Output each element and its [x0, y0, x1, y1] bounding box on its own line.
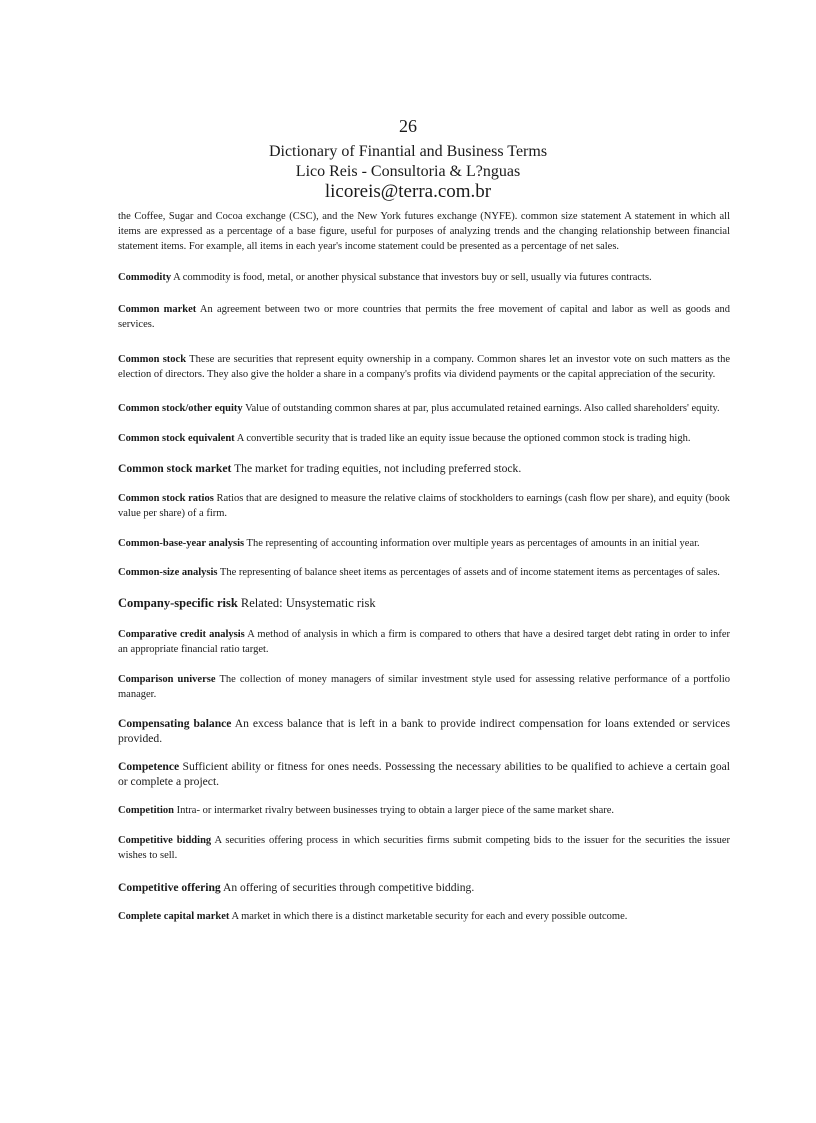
entry-term: Competence	[118, 760, 180, 774]
entry-company-specific-risk	[118, 596, 730, 611]
entry-term: Complete capital market	[118, 910, 230, 922]
document-title: Dictionary of Finantial and Business Terms	[268, 143, 548, 160]
entry-common-stock-other-equity	[118, 402, 730, 417]
entry-definition: A market in which there is a distinct marketable security for each and every possible outcome.	[231, 910, 628, 922]
entry-definition: An agreement between two or more countries that permits the free movement of capital and labor as well as goods and services.	[118, 304, 730, 330]
entry-definition: A method of analysis in which a firm is compared to others that have a desired target debt rating in order to infer an appropriate financial ratio target.	[118, 629, 731, 655]
entry-comparison-universe	[118, 673, 730, 703]
entry-definition: An offering of securities through competitive bidding.	[222, 880, 475, 894]
entry-term: Common stock ratios	[118, 492, 214, 504]
entry-definition: Related: Unsystematic risk	[240, 596, 376, 611]
entry-term: Competitive bidding	[118, 835, 212, 847]
entry-term: Common-base-year analysis	[118, 537, 245, 549]
entry-definition: The representing of balance sheet items as percentages of assets and of income statement items as percentages of sales.	[219, 567, 720, 579]
email-address: licoreis@terra.com.br	[324, 181, 492, 202]
author-line: Lico Reis - Consultoria & L?nguas	[295, 163, 521, 180]
entry-definition: A securities offering process in which securities firms submit competing bids to the issuer for the securities the issuer wishes to sell.	[118, 835, 731, 861]
entry-definition: Value of outstanding common shares at par, plus accumulated retained earnings. Also called shareholders' equity.	[245, 403, 720, 415]
entry-definition: A commodity is food, metal, or another physical substance that investors buy or sell, usually via futures contracts.	[173, 272, 652, 284]
entry-term: Compensating balance	[118, 717, 232, 731]
entry-definition: The representing of accounting information over multiple years as percentages of amounts in an initial year.	[246, 537, 700, 549]
entry-competitive-bidding	[118, 834, 730, 864]
entry-term: Competition	[118, 805, 174, 817]
entry-common-stock	[118, 353, 730, 383]
page-number: 26	[399, 116, 417, 136]
entry-definition: An excess balance that is left in a bank to provide indirect compensation for loans extended or services provided.	[118, 717, 730, 746]
entry-definition: These are securities that represent equity ownership in a company. Common shares let an investor vote on such matters as the election of directors. They also give the holder a share in a company's profits via dividend payments or the capital appreciation of the security.	[118, 353, 730, 380]
entry-complete-capital-market	[118, 910, 730, 925]
entry-common-stock-equivalent	[118, 432, 730, 447]
entry-definition: Sufficient ability or fitness for ones needs. Possessing the necessary abilities to be qualified to achieve a certain goal or complete a project.	[118, 760, 730, 789]
entry-commodity	[118, 271, 730, 286]
entry-term: Common stock equivalent	[118, 433, 235, 445]
entry-common-base-year-analysis	[118, 537, 730, 552]
entry-common-stock-market	[118, 461, 730, 476]
intro-paragraph: the Coffee, Sugar and Cocoa exchange (CSC), and the New York futures exchange (NYFE). common size statement A statement in which all items are expressed as a percentage of a base figure, useful for purposes of analyzing trends and the changing relationship between financial statement items. For example, all items in each year's income statement could be presented as a percentage of net sales.	[118, 211, 730, 252]
entry-competitive-offering	[118, 880, 730, 895]
entry-common-stock-ratios	[118, 492, 730, 522]
entry-competition	[118, 804, 730, 819]
entry-definition: A convertible security that is traded like an equity issue because the optioned common stock is trading high.	[236, 433, 691, 445]
entry-term: Comparison universe	[118, 673, 216, 685]
entry-competence	[118, 759, 730, 789]
entry-comparative-credit-analysis	[118, 628, 730, 658]
entry-common-size-analysis	[118, 566, 730, 581]
entry-definition: The market for trading equities, not including preferred stock.	[234, 461, 522, 475]
entry-term: Comparative credit analysis	[118, 629, 245, 641]
entry-definition: Intra- or intermarket rivalry between businesses trying to obtain a larger piece of the same market share.	[176, 805, 615, 817]
entry-term: Common stock	[118, 353, 187, 365]
entry-term: Common-size analysis	[118, 567, 218, 579]
entry-term: Common market	[118, 304, 197, 316]
entry-compensating-balance	[118, 716, 730, 746]
dictionary-content	[118, 210, 730, 925]
entry-term: Competitive offering	[118, 880, 221, 894]
entry-definition: The collection of money managers of similar investment style used for assessing relative performance of a portfolio manager.	[118, 673, 730, 700]
entry-definition: Ratios that are designed to measure the relative claims of stockholders to earnings (cash flow per share), and equity (book value per share) of a firm.	[118, 492, 730, 519]
entry-common-market	[118, 303, 730, 333]
entry-term: Common stock/other equity	[118, 403, 243, 415]
entry-term: Company-specific risk	[118, 596, 238, 611]
entry-term: Commodity	[118, 272, 172, 284]
entry-term: Common stock market	[118, 461, 232, 475]
